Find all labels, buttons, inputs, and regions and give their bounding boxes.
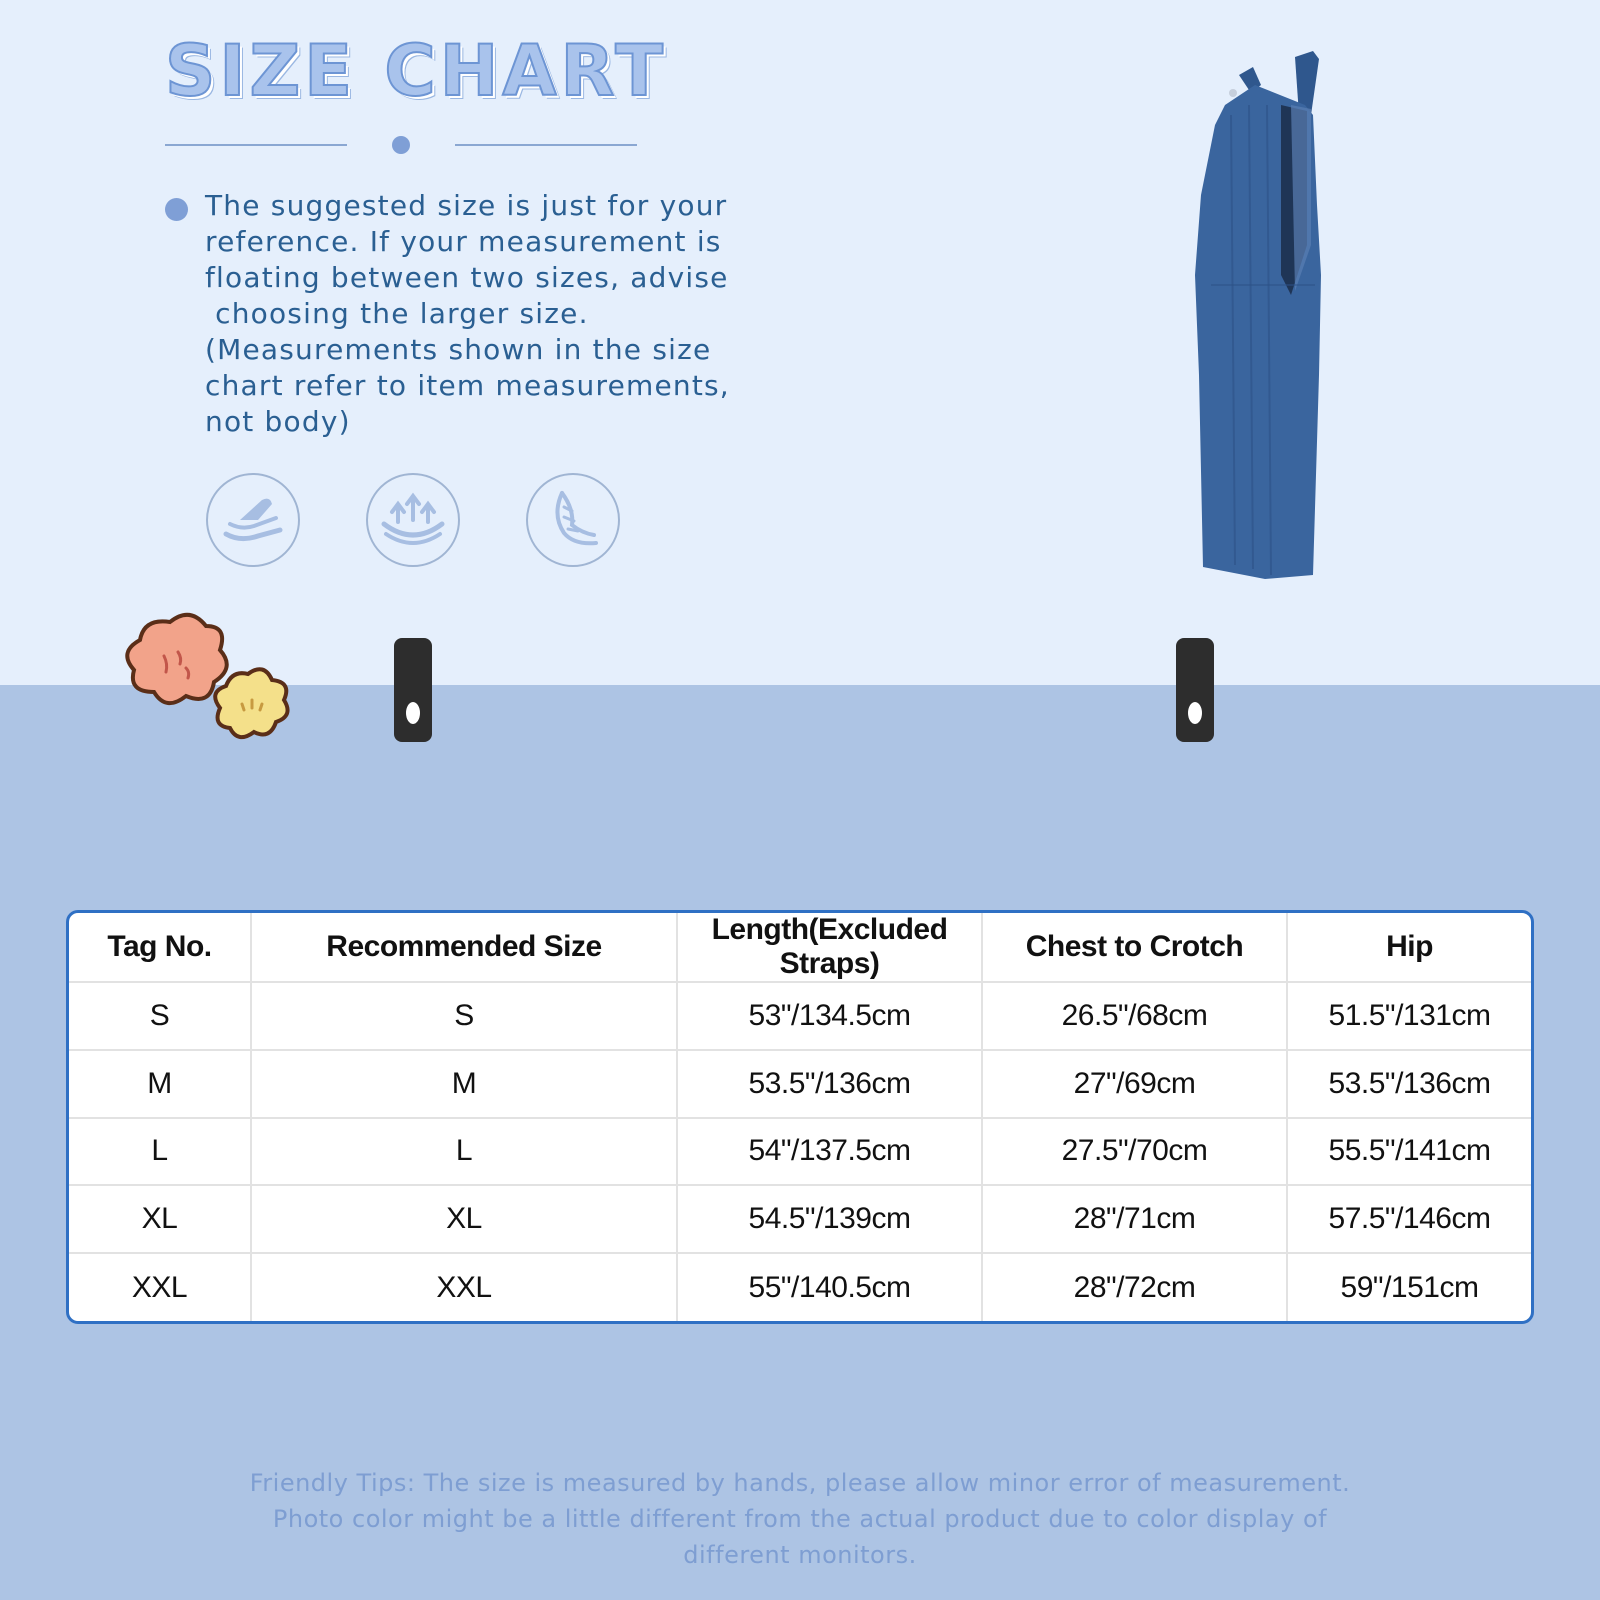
size-note-line: (Measurements shown in the size xyxy=(205,333,712,366)
table-cell: 55.5"/141cm xyxy=(1287,1118,1531,1186)
friendly-tips-line: different monitors. xyxy=(683,1541,917,1569)
friendly-tips-line: Friendly Tips: The size is measured by hands, please allow minor error of measurement. xyxy=(249,1469,1351,1497)
table-cell: 51.5"/131cm xyxy=(1287,982,1531,1050)
title-divider-right xyxy=(455,144,637,146)
table-cell: S xyxy=(69,982,251,1050)
note-bullet xyxy=(165,198,188,221)
table-cell: XXL xyxy=(251,1253,677,1321)
table-cell: 54"/137.5cm xyxy=(677,1118,982,1186)
table-row xyxy=(69,1185,1531,1253)
size-note-line: floating between two sizes, advise xyxy=(205,261,729,294)
size-note-line: choosing the larger size. xyxy=(205,297,589,330)
table-cell: L xyxy=(251,1118,677,1186)
table-row xyxy=(69,1118,1531,1186)
page-title: SIZE CHART xyxy=(165,30,668,112)
title-divider-dot xyxy=(392,136,410,154)
title-divider-left xyxy=(165,144,347,146)
table-cell: 28"/72cm xyxy=(982,1253,1287,1321)
column-header-length: Length(Excluded Straps) xyxy=(677,913,982,982)
column-header-tag-no: Tag No. xyxy=(69,913,251,982)
table-header-row xyxy=(69,913,1531,982)
size-note-line: reference. If your measurement is xyxy=(205,225,722,258)
friendly-tips xyxy=(160,1465,1440,1573)
table-cell: 27.5"/70cm xyxy=(982,1118,1287,1186)
size-note-line: chart refer to item measurements, xyxy=(205,369,730,402)
table-cell: 28"/71cm xyxy=(982,1185,1287,1253)
size-note-line: The suggested size is just for your xyxy=(205,189,728,222)
table-cell: XL xyxy=(69,1185,251,1253)
table-cell: 27"/69cm xyxy=(982,1050,1287,1118)
size-note xyxy=(205,188,855,440)
table-cell: 55"/140.5cm xyxy=(677,1253,982,1321)
friendly-tips-line: Photo color might be a little different from the actual product due to color display of xyxy=(272,1505,1328,1533)
table-row xyxy=(69,1253,1531,1321)
table-cell: 26.5"/68cm xyxy=(982,982,1287,1050)
column-header-hip: Hip xyxy=(1287,913,1531,982)
table-cell: XXL xyxy=(69,1253,251,1321)
denim-overalls-image xyxy=(1195,45,1355,595)
table-cell: L xyxy=(69,1118,251,1186)
table-cell: XL xyxy=(251,1185,677,1253)
table-cell: 59"/151cm xyxy=(1340,1270,1479,1304)
table-cell: S xyxy=(251,982,677,1050)
table-cell: M xyxy=(69,1050,251,1118)
table-cell: 53.5"/136cm xyxy=(1287,1050,1531,1118)
hanger-clip-right xyxy=(1176,638,1214,742)
hand-soft-icon xyxy=(206,473,300,567)
size-table xyxy=(66,910,1534,1324)
table-cell: 53.5"/136cm xyxy=(677,1050,982,1118)
flower-decoration xyxy=(120,612,310,757)
table-cell: 53"/134.5cm xyxy=(677,982,982,1050)
size-note-line: not body) xyxy=(205,405,351,438)
table-cell: 54.5"/139cm xyxy=(677,1185,982,1253)
feather-light-icon xyxy=(526,473,620,567)
table-row xyxy=(69,982,1531,1050)
table-row xyxy=(69,1050,1531,1118)
stretch-arrows-icon xyxy=(366,473,460,567)
table-cell: M xyxy=(251,1050,677,1118)
hanger-clip-left xyxy=(394,638,432,742)
column-header-recommended-size: Recommended Size xyxy=(251,913,677,982)
column-header-chest-to-crotch: Chest to Crotch xyxy=(982,913,1287,982)
table-cell: 57.5"/146cm xyxy=(1287,1185,1531,1253)
